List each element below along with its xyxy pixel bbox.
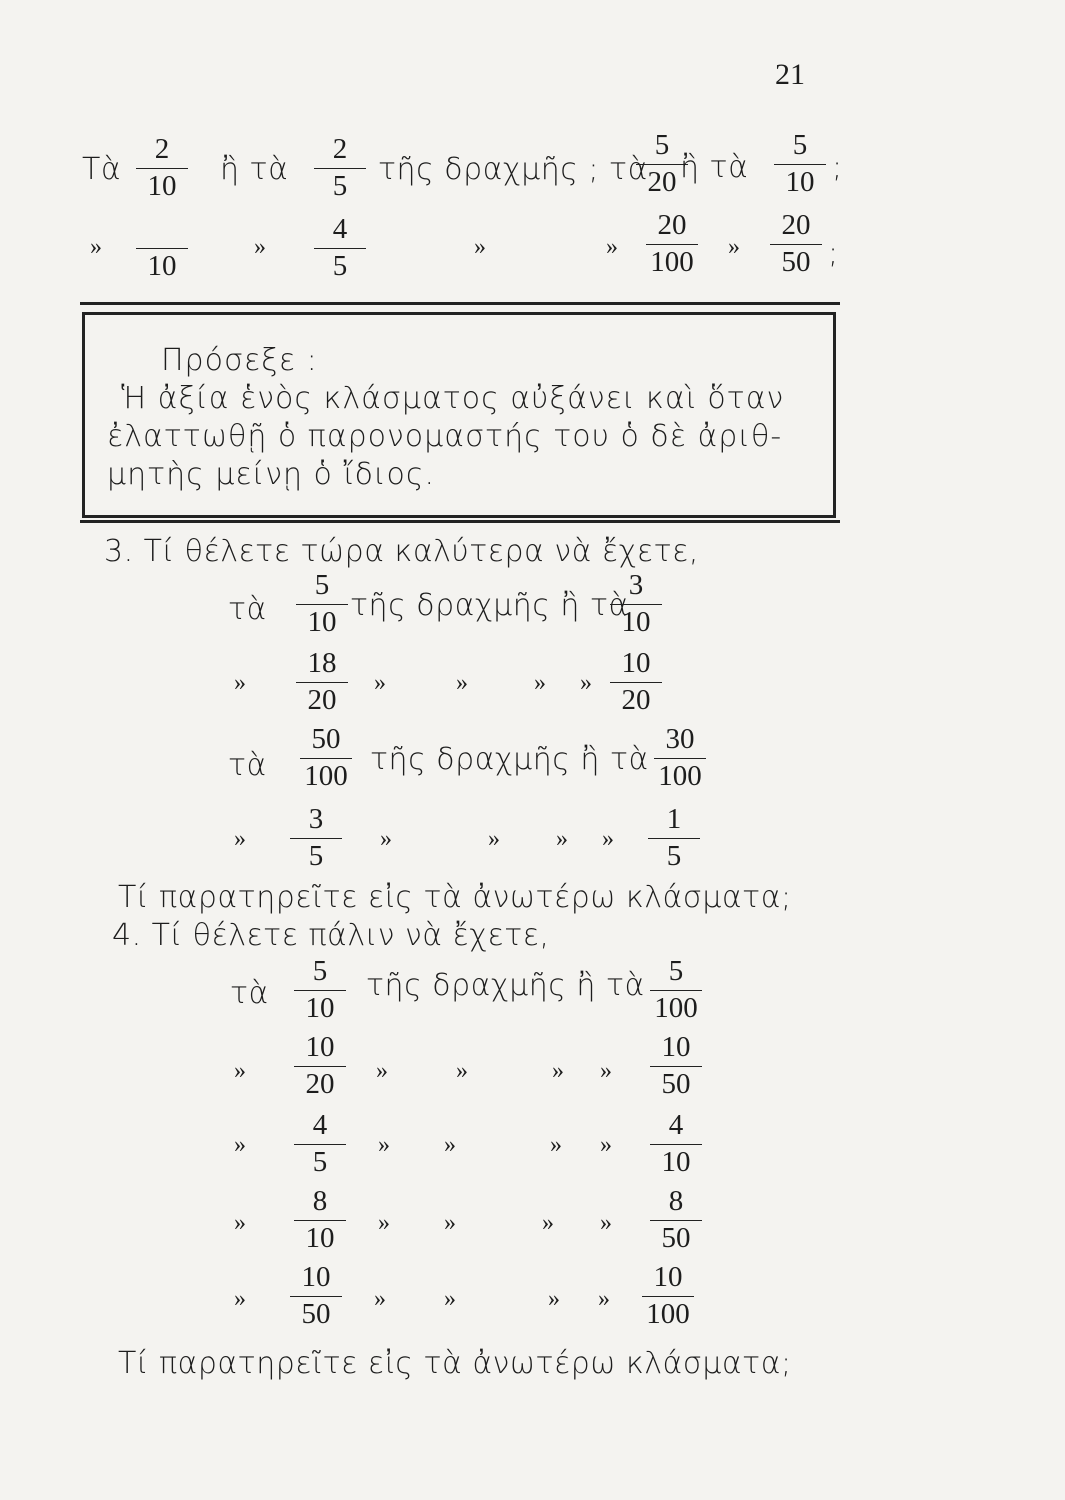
denominator: 50 bbox=[301, 1298, 331, 1330]
ditto-mark: » bbox=[374, 1286, 386, 1312]
numerator: 4 bbox=[668, 1109, 684, 1141]
ditto-mark: » bbox=[456, 670, 468, 696]
ditto-mark: » bbox=[580, 670, 592, 696]
b1-r1-or-ta: ἢ τὰ bbox=[220, 152, 289, 187]
numerator: 8 bbox=[668, 1185, 684, 1217]
box-top-rule bbox=[80, 302, 840, 305]
observe-2: Τί παρατηρεῖτε εἰς τὰ ἀνωτέρω κλάσματα; bbox=[118, 1346, 792, 1381]
numerator: 2 bbox=[154, 133, 170, 165]
fraction bbox=[760, 130, 840, 199]
fraction-bar bbox=[774, 164, 826, 165]
note-title: Πρόσεξε : bbox=[161, 343, 318, 378]
fraction bbox=[276, 804, 356, 873]
fraction bbox=[636, 956, 716, 1025]
note-line-3: μητὴς μείνῃ ὁ ἴδιος. bbox=[107, 457, 436, 492]
ditto-mark: » bbox=[542, 1210, 554, 1236]
numerator: 3 bbox=[628, 569, 644, 601]
fraction-bar bbox=[650, 1144, 702, 1145]
b1-r1-ta-cap: Τὰ bbox=[82, 152, 122, 187]
fraction-bar bbox=[294, 1144, 346, 1145]
fraction bbox=[280, 1032, 360, 1101]
fraction-bar bbox=[314, 248, 366, 249]
ditto-mark: » bbox=[376, 1058, 388, 1084]
ditto-mark: » bbox=[90, 234, 102, 260]
denominator: 10 bbox=[147, 170, 177, 202]
b1-r1-or-ta2: ἢ τὰ bbox=[680, 150, 749, 185]
ditto-mark: » bbox=[600, 1210, 612, 1236]
fraction bbox=[276, 1262, 356, 1331]
fraction bbox=[286, 724, 366, 793]
q4-r1-tis-drachmis: τῆς δραχμῆς ἢ τὰ bbox=[366, 968, 645, 1003]
numerator: 30 bbox=[665, 723, 695, 755]
numerator: 5 bbox=[654, 129, 670, 161]
denominator: 50 bbox=[661, 1068, 691, 1100]
numerator: 5 bbox=[314, 569, 330, 601]
numerator: 4 bbox=[332, 213, 348, 245]
numerator bbox=[122, 214, 202, 246]
numerator: 5 bbox=[792, 129, 808, 161]
fraction bbox=[596, 570, 676, 639]
fraction-bar bbox=[650, 990, 702, 991]
denominator: 100 bbox=[658, 760, 702, 792]
ditto-mark: » bbox=[728, 234, 740, 260]
denominator: 20 bbox=[621, 684, 651, 716]
ditto-mark: » bbox=[234, 1286, 246, 1312]
numerator: 10 bbox=[621, 647, 651, 679]
ditto-mark: » bbox=[550, 1132, 562, 1158]
ditto-mark: » bbox=[378, 1210, 390, 1236]
fraction-bar bbox=[294, 990, 346, 991]
numerator: 10 bbox=[661, 1031, 691, 1063]
fraction-bar bbox=[654, 758, 706, 759]
fraction bbox=[122, 214, 202, 283]
denominator: 10 bbox=[621, 606, 651, 638]
denominator: 5 bbox=[666, 840, 682, 872]
observe-1: Τί παρατηρεῖτε εἰς τὰ ἀνωτέρω κλάσματα; bbox=[118, 880, 792, 915]
numerator: 1 bbox=[666, 803, 682, 835]
ditto-mark: » bbox=[234, 1058, 246, 1084]
ditto-mark: » bbox=[606, 234, 618, 260]
ditto-mark: » bbox=[534, 670, 546, 696]
fraction-bar bbox=[642, 1296, 694, 1297]
denominator: 100 bbox=[650, 246, 694, 278]
numerator: 3 bbox=[308, 803, 324, 835]
denominator: 50 bbox=[781, 246, 811, 278]
note-box bbox=[82, 312, 836, 518]
denominator: 5 bbox=[308, 840, 324, 872]
page-number: 21 bbox=[775, 58, 805, 91]
fraction-bar bbox=[314, 168, 366, 169]
q3-r3-tis-drachmis: τῆς δραχμῆς ἢ τὰ bbox=[370, 742, 649, 777]
ditto-mark: » bbox=[378, 1132, 390, 1158]
fraction bbox=[122, 134, 202, 203]
q3-r1-ta: τὰ bbox=[228, 592, 267, 627]
fraction-bar bbox=[294, 1220, 346, 1221]
denominator: 100 bbox=[646, 1298, 690, 1330]
fraction-bar bbox=[770, 244, 822, 245]
numerator: 8 bbox=[312, 1185, 328, 1217]
q3-heading: 3. Τί θέλετε τώρα καλύτερα νὰ ἔχετε, bbox=[104, 534, 699, 569]
b1-r2-semicolon: ; bbox=[828, 236, 839, 271]
denominator: 20 bbox=[307, 684, 337, 716]
fraction-bar bbox=[296, 604, 348, 605]
fraction bbox=[282, 648, 362, 717]
ditto-mark: » bbox=[600, 1058, 612, 1084]
numerator: 10 bbox=[653, 1261, 683, 1293]
q3-r1-tis-drachmis: τῆς δραχμῆς ἢ τὰ bbox=[350, 588, 629, 623]
fraction bbox=[640, 724, 720, 793]
fraction bbox=[636, 1186, 716, 1255]
denominator: 10 bbox=[661, 1146, 691, 1178]
numerator: 2 bbox=[332, 133, 348, 165]
fraction-bar bbox=[650, 1066, 702, 1067]
ditto-mark: » bbox=[552, 1058, 564, 1084]
fraction-bar bbox=[610, 682, 662, 683]
fraction bbox=[636, 1110, 716, 1179]
denominator: 5 bbox=[312, 1146, 328, 1178]
fraction-bar bbox=[646, 244, 698, 245]
fraction-bar bbox=[300, 758, 352, 759]
fraction-bar bbox=[136, 168, 188, 169]
ditto-mark: » bbox=[234, 1210, 246, 1236]
ditto-mark: » bbox=[444, 1286, 456, 1312]
denominator: 10 bbox=[305, 992, 335, 1024]
denominator: 100 bbox=[654, 992, 698, 1024]
fraction bbox=[300, 214, 380, 283]
ditto-mark: » bbox=[456, 1058, 468, 1084]
b1-r1-tis-drachmis: τῆς δραχμῆς ; τὰ bbox=[378, 152, 648, 187]
ditto-mark: » bbox=[234, 670, 246, 696]
denominator: 50 bbox=[661, 1222, 691, 1254]
denominator: 5 bbox=[332, 170, 348, 202]
denominator: 10 bbox=[307, 606, 337, 638]
denominator: 10 bbox=[147, 250, 177, 282]
fraction-bar bbox=[650, 1220, 702, 1221]
ditto-mark: » bbox=[254, 234, 266, 260]
ditto-mark: » bbox=[556, 826, 568, 852]
denominator: 5 bbox=[332, 250, 348, 282]
ditto-mark: » bbox=[234, 826, 246, 852]
ditto-mark: » bbox=[548, 1286, 560, 1312]
ditto-mark: » bbox=[444, 1210, 456, 1236]
numerator: 10 bbox=[305, 1031, 335, 1063]
numerator: 4 bbox=[312, 1109, 328, 1141]
box-bottom-rule bbox=[80, 520, 840, 523]
fraction bbox=[280, 956, 360, 1025]
ditto-mark: » bbox=[488, 826, 500, 852]
numerator: 5 bbox=[312, 955, 328, 987]
ditto-mark: » bbox=[444, 1132, 456, 1158]
fraction bbox=[280, 1110, 360, 1179]
fraction-bar bbox=[296, 682, 348, 683]
denominator: 10 bbox=[305, 1222, 335, 1254]
fraction bbox=[756, 210, 836, 279]
fraction-bar bbox=[648, 838, 700, 839]
fraction bbox=[636, 1032, 716, 1101]
numerator: 5 bbox=[668, 955, 684, 987]
denominator: 10 bbox=[785, 166, 815, 198]
ditto-mark: » bbox=[380, 826, 392, 852]
fraction-bar bbox=[290, 1296, 342, 1297]
fraction bbox=[628, 1262, 708, 1331]
numerator: 18 bbox=[307, 647, 337, 679]
fraction bbox=[300, 134, 380, 203]
fraction bbox=[280, 1186, 360, 1255]
ditto-mark: » bbox=[600, 1132, 612, 1158]
denominator: 100 bbox=[304, 760, 348, 792]
denominator: 20 bbox=[305, 1068, 335, 1100]
note-line-1: Ἡ ἀξία ἑνὸς κλάσματος αὐξάνει καὶ ὅταν bbox=[121, 381, 785, 416]
b1-r1-semicolon: ; bbox=[832, 150, 843, 185]
fraction-bar bbox=[136, 248, 188, 249]
ditto-mark: » bbox=[234, 1132, 246, 1158]
ditto-mark: » bbox=[374, 670, 386, 696]
numerator: 50 bbox=[311, 723, 341, 755]
numerator: 20 bbox=[657, 209, 687, 241]
numerator: 20 bbox=[781, 209, 811, 241]
fraction-bar bbox=[294, 1066, 346, 1067]
ditto-mark: » bbox=[602, 826, 614, 852]
q3-r3-ta: τὰ bbox=[228, 748, 267, 783]
denominator: 20 bbox=[647, 166, 677, 198]
fraction bbox=[634, 804, 714, 873]
ditto-mark: » bbox=[474, 234, 486, 260]
note-line-2: ἐλαττωθῇ ὁ παρονομαστής του ὁ δὲ ἀριθ- bbox=[107, 419, 783, 454]
fraction bbox=[632, 210, 712, 279]
q4-heading: 4. Τί θέλετε πάλιν νὰ ἔχετε, bbox=[112, 918, 550, 953]
fraction-bar bbox=[610, 604, 662, 605]
numerator: 10 bbox=[301, 1261, 331, 1293]
q4-r1-ta: τὰ bbox=[230, 976, 269, 1011]
fraction-bar bbox=[290, 838, 342, 839]
ditto-mark: » bbox=[598, 1286, 610, 1312]
fraction bbox=[596, 648, 676, 717]
